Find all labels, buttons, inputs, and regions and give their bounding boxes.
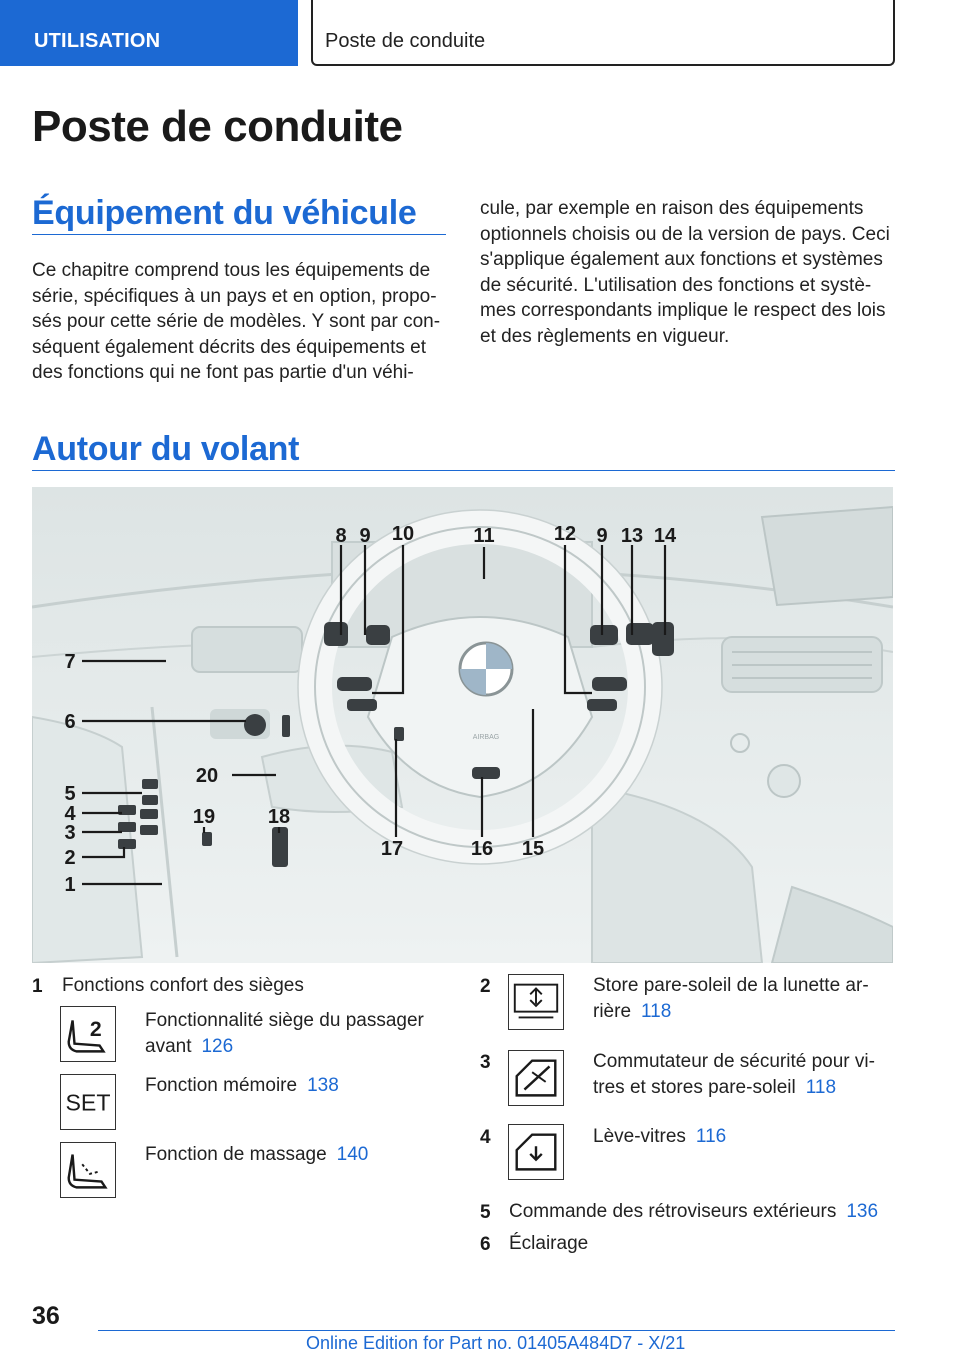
text-line: mes correspondants implique le respect des lois xyxy=(480,300,886,321)
chapter-label: Poste de conduite xyxy=(325,30,486,52)
callout-label: 13 xyxy=(620,525,644,547)
legend-number: 1 xyxy=(32,976,43,997)
text-line: optionnels choisis ou de la version de pays. Ceci xyxy=(480,223,890,245)
text-line: Commande des rétroviseurs extérieurs xyxy=(509,1201,837,1222)
legend-text-passenger xyxy=(145,1008,424,1060)
text-line: de sécurité. L'utilisation des fonctions et systè- xyxy=(480,274,872,296)
text-line: Fonctionnalité siège du passager xyxy=(145,1010,424,1031)
callout-label: 18 xyxy=(267,806,291,828)
callout-label: 11 xyxy=(473,525,495,547)
text-line: tres et stores pare-soleil xyxy=(593,1077,796,1098)
heading-rule xyxy=(32,470,895,471)
page-link[interactable]: 138 xyxy=(307,1075,339,1096)
text-line: Store pare-soleil de la lunette ar- xyxy=(593,975,869,996)
svg-text:2: 2 xyxy=(89,1017,102,1041)
text-line: cule, par exemple en raison des équipements xyxy=(480,198,864,219)
text-line: Lève-vitres xyxy=(593,1126,686,1147)
page-link[interactable]: 118 xyxy=(805,1077,837,1098)
callout-label: 7 xyxy=(64,651,76,673)
rear-sunblind-icon xyxy=(508,974,564,1030)
callout-label: 10 xyxy=(391,523,415,545)
legend-number: 2 xyxy=(480,976,491,997)
callout-label: 3 xyxy=(64,822,76,844)
section-heading-equipment: Équipement du véhicule xyxy=(32,194,417,232)
window-lock-icon xyxy=(508,1050,564,1106)
page-title: Poste de conduite xyxy=(32,102,403,151)
airbag-label: AIRBAG xyxy=(472,734,500,741)
legend-text-windows xyxy=(593,1124,726,1150)
legend-text-mirrors xyxy=(509,1199,878,1225)
set-label: SET xyxy=(65,1089,111,1116)
page-link[interactable]: 126 xyxy=(201,1036,234,1057)
legend-text-sunblind xyxy=(593,973,869,1025)
text-line: avant xyxy=(145,1036,192,1057)
text-line: s'applique également aux fonctions et systèmes xyxy=(480,249,883,270)
memory-set-icon xyxy=(60,1074,116,1130)
steering-wheel-illustration xyxy=(32,487,893,963)
legend-number: 4 xyxy=(480,1127,491,1148)
power-window-icon xyxy=(508,1124,564,1180)
legend-number: 6 xyxy=(480,1234,491,1255)
callout-label: 2 xyxy=(64,847,76,869)
text-line: Ce chapitre comprend tous les équipements de xyxy=(32,260,431,281)
legend-number: 5 xyxy=(480,1202,491,1223)
legend-text-memory xyxy=(145,1073,339,1099)
callout-label: 9 xyxy=(596,525,608,547)
callout-label: 12 xyxy=(553,523,577,545)
callout-label: 4 xyxy=(64,803,76,825)
text-line: sés pour cette série de modèles. Y sont par con- xyxy=(32,311,441,332)
page-link[interactable]: 136 xyxy=(846,1201,879,1222)
chapter-tab[interactable] xyxy=(311,0,895,66)
callout-label: 6 xyxy=(64,711,76,733)
heading-rule xyxy=(32,234,446,235)
callout-label: 16 xyxy=(470,838,494,860)
callout-label: 20 xyxy=(195,765,219,787)
passenger-seat-icon xyxy=(60,1006,116,1062)
text-line: rière xyxy=(593,1001,632,1022)
text-line: Fonction de massage xyxy=(145,1144,327,1165)
callout-label: 15 xyxy=(521,838,545,860)
section-tab[interactable] xyxy=(0,0,298,66)
page-link[interactable]: 116 xyxy=(695,1126,727,1147)
text-line: séquent également décrits des équipements et xyxy=(32,336,426,358)
section-heading-steering: Autour du volant xyxy=(32,430,300,468)
callout-label: 8 xyxy=(335,525,347,547)
legend-text-safety-switch xyxy=(593,1049,875,1101)
legend-number: 3 xyxy=(480,1052,491,1073)
callout-label: 1 xyxy=(64,874,76,896)
page-number: 36 xyxy=(32,1302,60,1330)
equipment-text-col1 xyxy=(32,258,452,386)
cockpit-drawing xyxy=(32,487,893,963)
callout-label: 9 xyxy=(359,525,371,547)
legend-text-lighting: Éclairage xyxy=(509,1233,589,1254)
callout-label: 17 xyxy=(380,838,404,860)
text-line: Commutateur de sécurité pour vi- xyxy=(593,1051,875,1072)
text-line: série, spécifiques à un pays et en option, propo- xyxy=(32,285,437,307)
equipment-text-col2 xyxy=(480,196,900,349)
section-label: UTILISATION xyxy=(34,30,161,52)
text-line: des fonctions qui ne font pas partie d'un véhi- xyxy=(32,362,414,383)
callout-label: 19 xyxy=(192,806,216,828)
massage-seat-icon xyxy=(60,1142,116,1198)
callout-label: 5 xyxy=(64,783,76,805)
footer-edition[interactable]: Online Edition for Part no. 01405A484D7 - X/21 xyxy=(306,1333,686,1353)
legend-text: Fonctions confort des sièges xyxy=(62,975,304,996)
callout-label: 14 xyxy=(653,525,677,547)
page-link[interactable]: 140 xyxy=(336,1144,369,1165)
page-link[interactable]: 118 xyxy=(641,1001,672,1022)
footer-rule xyxy=(98,1330,895,1331)
text-line: Fonction mémoire xyxy=(145,1075,298,1096)
text-line: et des règlements en vigueur. xyxy=(480,325,730,347)
legend-text-massage xyxy=(145,1142,368,1168)
